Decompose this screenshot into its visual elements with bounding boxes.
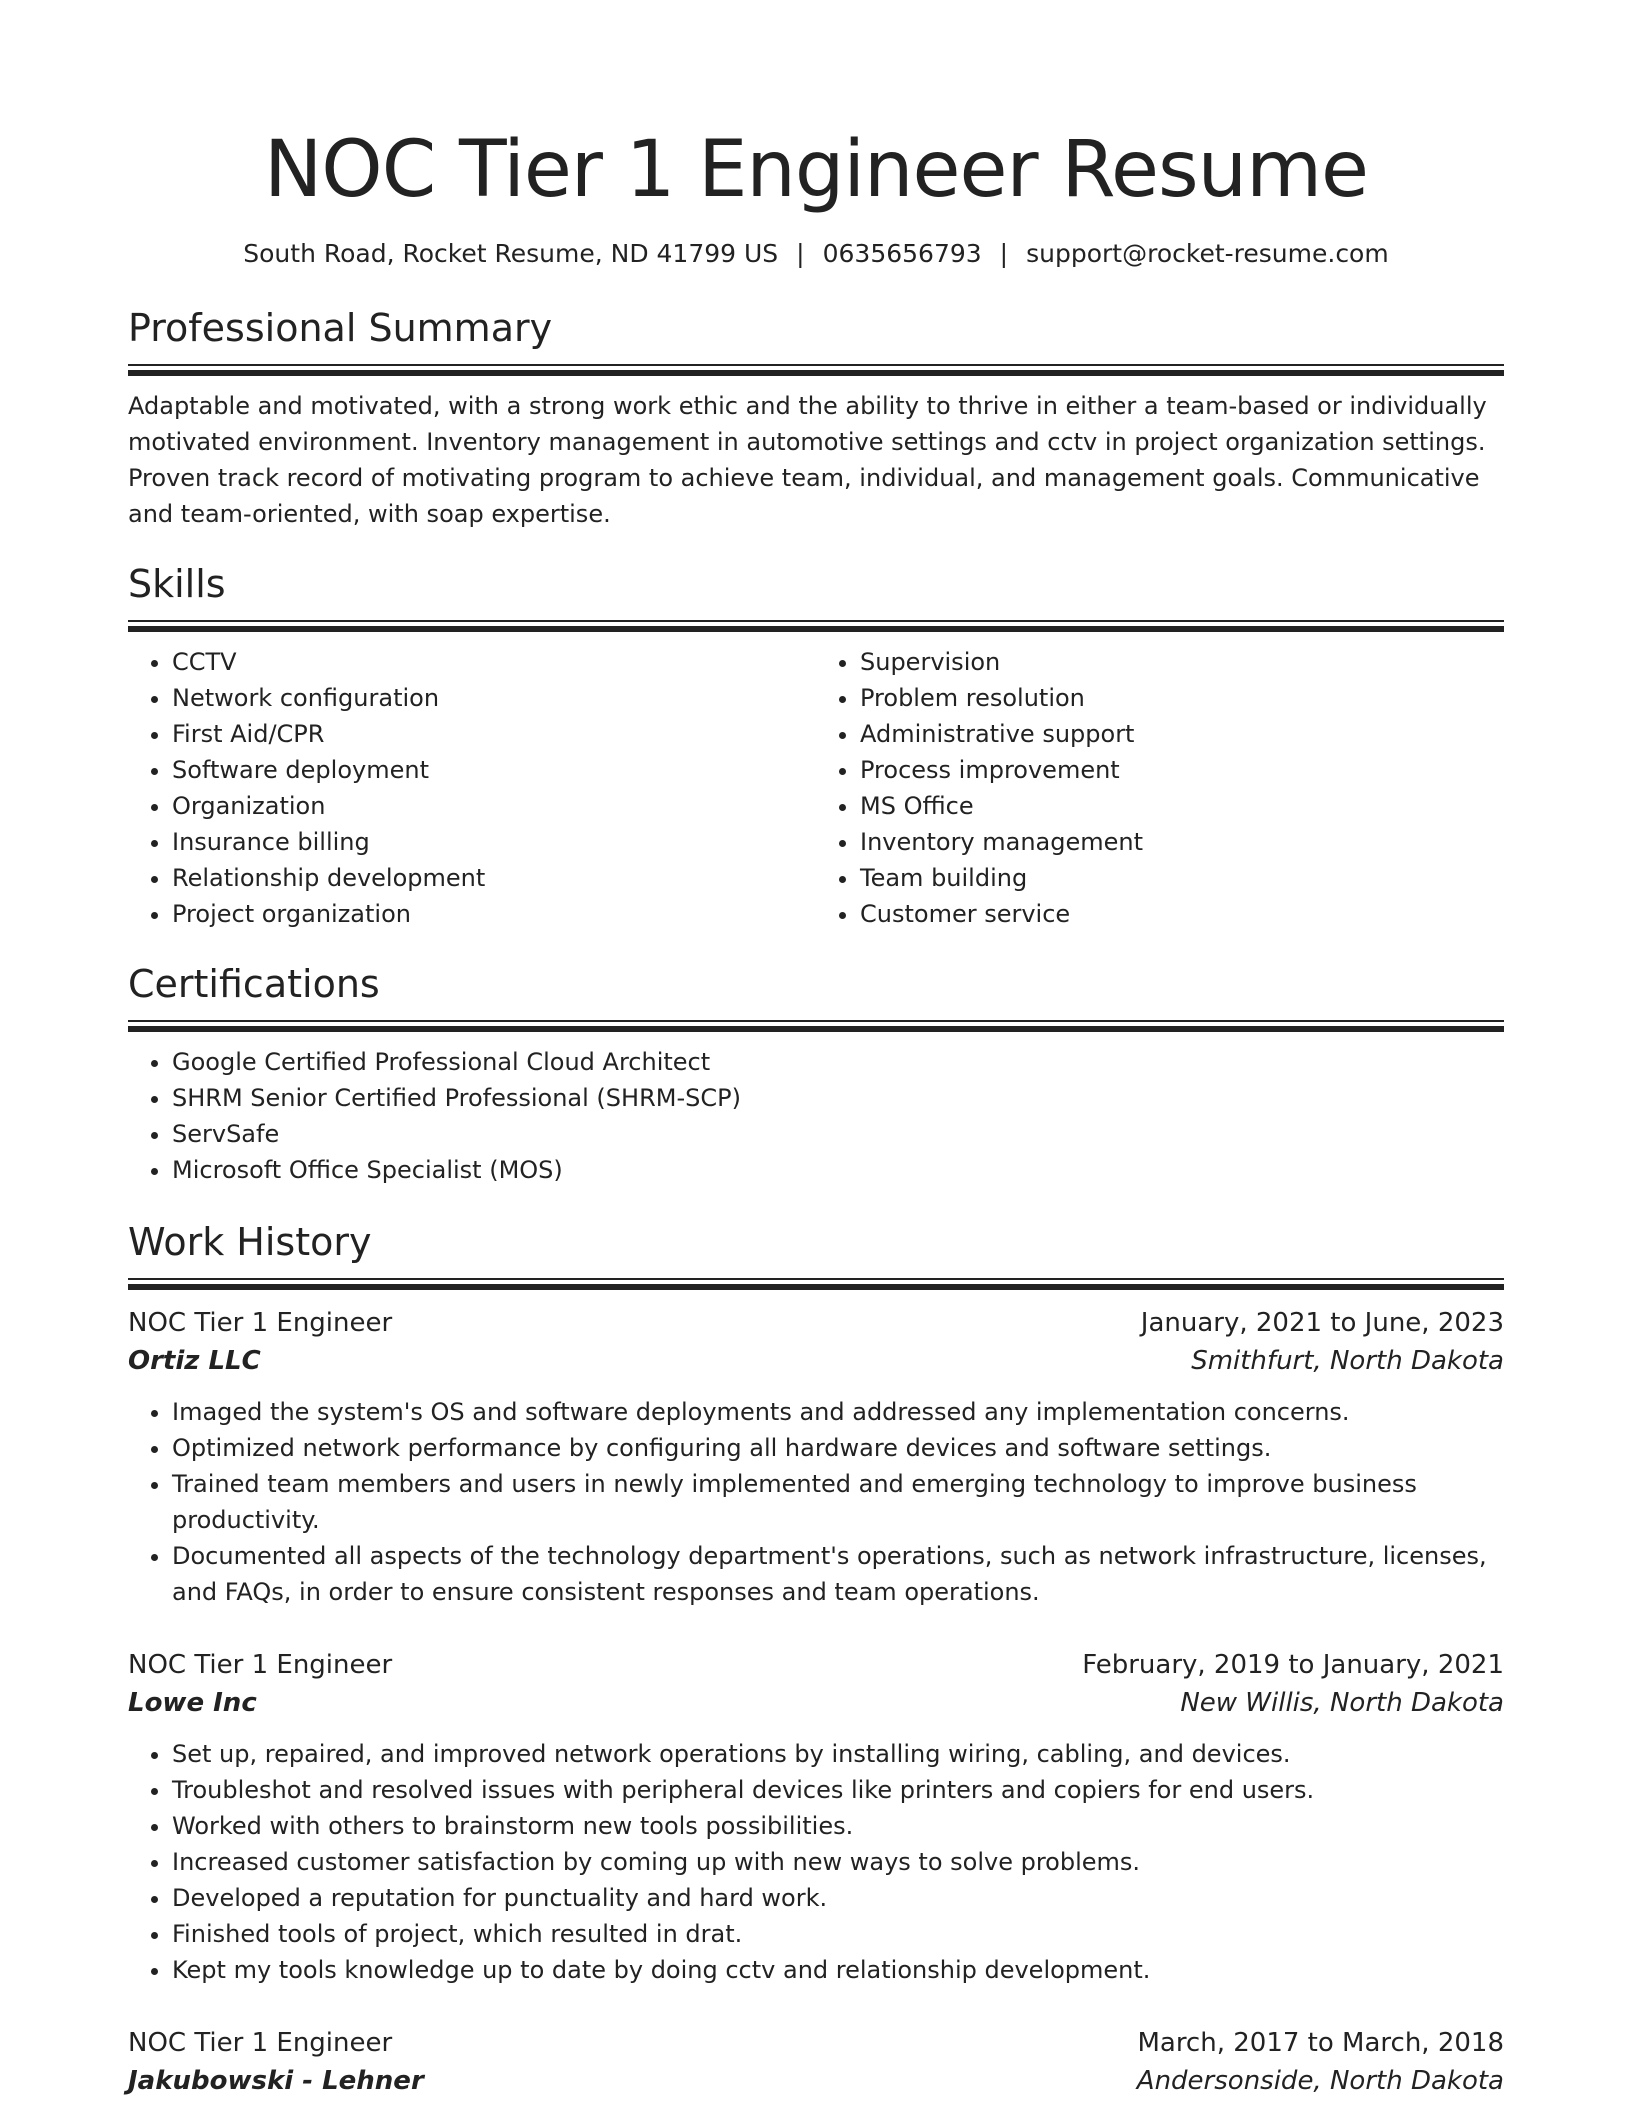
- skill-item: • MS Office: [860, 788, 1504, 824]
- contact-email: support@rocket-resume.com: [1026, 239, 1389, 268]
- job-bullet: • Optimized network performance by configuring all hardware devices and software settings.: [172, 1430, 1504, 1466]
- job-bullet: • Developed a reputation for punctuality and hard work.: [172, 1880, 1504, 1916]
- contact-phone: 0635656793: [822, 239, 982, 268]
- job-bullet: • Troubleshot and resolved issues with peripheral devices like printers and copiers for end users.: [172, 1772, 1504, 1808]
- job-title: NOC Tier 1 Engineer: [128, 2028, 393, 2058]
- job-bullet: • Worked with others to brainstorm new tools possibilities.: [172, 1808, 1504, 1844]
- contact-separator: |: [796, 239, 805, 268]
- section-title-skills: Skills: [128, 562, 226, 606]
- job-bullet: • Finished tools of project, which resulted in drat.: [172, 1916, 1504, 1952]
- job-dates: March, 2017 to March, 2018: [1137, 2028, 1504, 2058]
- section-title-work-history: Work History: [128, 1220, 372, 1264]
- job-company: Lowe Inc: [128, 1688, 257, 1718]
- contact-line: [128, 238, 1504, 270]
- skill-item: • Inventory management: [860, 824, 1504, 860]
- skill-item: • First Aid/CPR: [172, 716, 816, 752]
- skills-column-left: [128, 644, 816, 932]
- skill-item: • Process improvement: [860, 752, 1504, 788]
- section-divider: [128, 620, 1504, 630]
- skills-section: [128, 560, 1504, 932]
- job-location: Smithfurt, North Dakota: [1191, 1346, 1504, 1376]
- skill-item: • Problem resolution: [860, 680, 1504, 716]
- summary-text: Adaptable and motivated, with a strong work ethic and the ability to thrive in either a team-based or individually motivated environment. Inventory management in automotive settings and cctv in project organization settings. Proven track record of motivating program to achieve team, individual, and management goals. Communicative and team-oriented, with soap expertise.: [128, 392, 1487, 528]
- job-bullet: • Documented all aspects of the technology department's operations, such as network infrastructure, licenses, and FAQs, in order to ensure consistent responses and team operations.: [172, 1538, 1504, 1610]
- skill-item: • Insurance billing: [172, 824, 816, 860]
- job-header-row: [128, 1304, 1504, 1342]
- job-company: Ortiz LLC: [128, 1346, 261, 1376]
- skill-item: • Project organization: [172, 896, 816, 932]
- job-header-row: [128, 2024, 1504, 2062]
- section-title-summary: Professional Summary: [128, 306, 553, 350]
- job-company-row: [128, 1342, 1504, 1380]
- job-title: NOC Tier 1 Engineer: [128, 1308, 393, 1338]
- job-header-row: [128, 1646, 1504, 1684]
- job-company: Jakubowski - Lehner: [128, 2066, 424, 2096]
- resume-title: NOC Tier 1 Engineer Resume: [263, 125, 1369, 215]
- skill-item: • Relationship development: [172, 860, 816, 896]
- job-bullet: • Kept my tools knowledge up to date by doing cctv and relationship development.: [172, 1952, 1504, 1988]
- skill-item: • Network configuration: [172, 680, 816, 716]
- section-divider: [128, 1278, 1504, 1288]
- job-dates: February, 2019 to January, 2021: [1082, 1650, 1504, 1680]
- contact-address: South Road, Rocket Resume, ND 41799 US: [243, 239, 779, 268]
- certifications-section: [128, 960, 1504, 1188]
- certification-item: • ServSafe: [172, 1116, 1504, 1152]
- skill-item: • Software deployment: [172, 752, 816, 788]
- job-company-row: [128, 2062, 1504, 2100]
- job-location: New Willis, North Dakota: [1180, 1688, 1504, 1718]
- skill-item: • Administrative support: [860, 716, 1504, 752]
- job-bullet: • Trained team members and users in newly implemented and emerging technology to improve business productivity.: [172, 1466, 1504, 1538]
- job-entry: [128, 2024, 1504, 2100]
- job-entry: [128, 1646, 1504, 1988]
- contact-separator: |: [999, 239, 1009, 268]
- job-dates: January, 2021 to June, 2023: [1140, 1308, 1504, 1338]
- job-location: Andersonside, North Dakota: [1136, 2066, 1504, 2096]
- skill-item: • CCTV: [172, 644, 816, 680]
- summary-section: [128, 304, 1504, 532]
- job-bullet: • Set up, repaired, and improved network operations by installing wiring, cabling, and devices.: [172, 1736, 1504, 1772]
- section-title-certifications: Certifications: [128, 962, 380, 1006]
- work-history-section: [128, 1218, 1504, 2100]
- skills-columns: [128, 644, 1504, 932]
- section-divider: [128, 1020, 1504, 1030]
- skill-item: • Supervision: [860, 644, 1504, 680]
- skill-item: • Team building: [860, 860, 1504, 896]
- certification-item: • SHRM Senior Certified Professional (SHRM-SCP): [172, 1080, 1504, 1116]
- skills-column-right: [816, 644, 1504, 932]
- job-bullet: • Increased customer satisfaction by coming up with new ways to solve problems.: [172, 1844, 1504, 1880]
- job-company-row: [128, 1684, 1504, 1722]
- section-divider: [128, 364, 1504, 374]
- certification-item: • Google Certified Professional Cloud Architect: [172, 1044, 1504, 1080]
- job-entry: [128, 1304, 1504, 1610]
- skill-item: • Customer service: [860, 896, 1504, 932]
- job-bullet: • Imaged the system's OS and software deployments and addressed any implementation concerns.: [172, 1394, 1504, 1430]
- resume-page: [128, 0, 1504, 2100]
- job-title: NOC Tier 1 Engineer: [128, 1650, 393, 1680]
- skill-item: • Organization: [172, 788, 816, 824]
- certification-item: • Microsoft Office Specialist (MOS): [172, 1152, 1504, 1188]
